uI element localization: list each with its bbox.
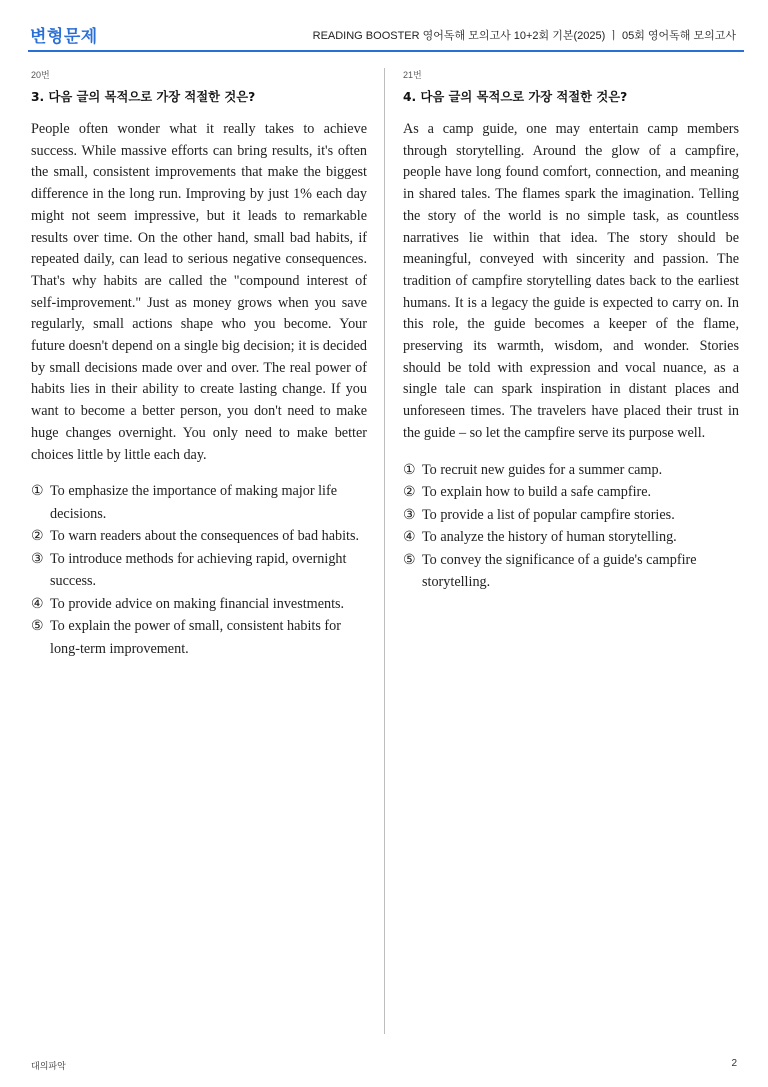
choice-text: To convey the significance of a guide's campfire storytelling. xyxy=(422,551,697,591)
page-header xyxy=(28,20,744,52)
answer-choice[interactable] xyxy=(31,615,367,660)
column-divider xyxy=(384,68,385,1034)
choice-number: ② xyxy=(31,528,44,545)
page-number: 2 xyxy=(731,1058,737,1069)
choice-number: ③ xyxy=(403,506,416,523)
answer-choice[interactable] xyxy=(403,459,739,482)
question-title: 3. 다음 글의 목적으로 가장 적절한 것은? xyxy=(31,90,256,104)
answer-choices xyxy=(31,480,367,660)
choice-number: ③ xyxy=(31,550,44,567)
choice-text: To recruit new guides for a summer camp. xyxy=(422,461,663,478)
answer-choice[interactable] xyxy=(31,480,367,525)
choice-number: ⑤ xyxy=(31,618,44,635)
answer-choice[interactable] xyxy=(403,549,739,594)
question-title: 4. 다음 글의 목적으로 가장 적절한 것은? xyxy=(403,90,628,104)
answer-choice[interactable] xyxy=(403,526,739,549)
footer-category: 대의파악 xyxy=(31,1062,66,1072)
choice-number: ④ xyxy=(403,529,416,546)
reading-passage: People often wonder what it really takes to achieve success. While massive efforts can bring results, it's often the small, consistent improvements that make the biggest difference in the long run. Improving by just 1% each day might not seem impressive, but it leads to remarkable results over time. On the other hand, small bad habits, if repeated daily, can lead to serious negative consequences. That's why habits are called the "compound interest of self-improvement." Just as money grows when you save regularly, small actions shape who you become. Your future doesn't depend on a single big decision; it is decided by small decisions made over and over. The real power of habits lies in their ability to create lasting change. If you want to become a better person, you don't need to make huge changes overnight. You only need to make better choices little by little each day. xyxy=(31,121,367,463)
choice-text: To explain the power of small, consistent habits for long-term improvement. xyxy=(50,618,341,657)
choice-text: To provide a list of popular campfire stories. xyxy=(422,506,675,523)
document-title: READING BOOSTER 영어독해 모의고사 10+2회 기본(2025) ㅣ 05회 영어독해 모의고사 xyxy=(312,30,736,42)
choice-text: To emphasize the importance of making major life decisions. xyxy=(50,483,337,522)
question-3-column xyxy=(31,68,367,660)
answer-choice[interactable] xyxy=(31,525,367,548)
answer-choice[interactable] xyxy=(403,481,739,504)
choice-number: ④ xyxy=(31,595,44,612)
answer-choices xyxy=(403,459,739,594)
choice-number: ② xyxy=(403,484,416,501)
answer-choice[interactable] xyxy=(31,548,367,593)
answer-choice[interactable] xyxy=(403,504,739,527)
question-number-label: 20번 xyxy=(31,70,50,80)
choice-number: ① xyxy=(403,461,416,478)
choice-text: To warn readers about the consequences of bad habits. xyxy=(50,528,360,545)
choice-text: To provide advice on making financial investments. xyxy=(50,595,345,612)
choice-number: ① xyxy=(31,483,44,500)
choice-text: To introduce methods for achieving rapid, overnight success. xyxy=(50,550,347,590)
reading-passage: As a camp guide, one may entertain camp members through storytelling. Around the glow of a campfire, people have long found comfort, connection, and meaning in shared tales. The flames spark the imagination. Telling the story of the world is no simple task, as countless narratives lie within that idea. The story should be meaningful, conveyed with sincerity and passion. The tradition of campfire storytelling dates back to the earliest humans. It is a legacy the guide is expected to carry on. In this role, the guide becomes a keeper of the flame, preserving its warmth, wisdom, and wonder. Stories should be told with expression and vocal nuance, as a single tale can spark inspiration in distant places and unforeseen times. The travelers have placed their trust in the guide – so let the campfire serve its purpose well. xyxy=(403,121,739,441)
brand-title: 변형문제 xyxy=(30,27,98,47)
choice-text: To analyze the history of human storytelling. xyxy=(422,529,677,546)
choice-text: To explain how to build a safe campfire. xyxy=(422,484,652,501)
question-4-column xyxy=(403,68,739,594)
question-number-label: 21번 xyxy=(403,70,422,80)
choice-number: ⑤ xyxy=(403,551,416,568)
answer-choice[interactable] xyxy=(31,593,367,616)
